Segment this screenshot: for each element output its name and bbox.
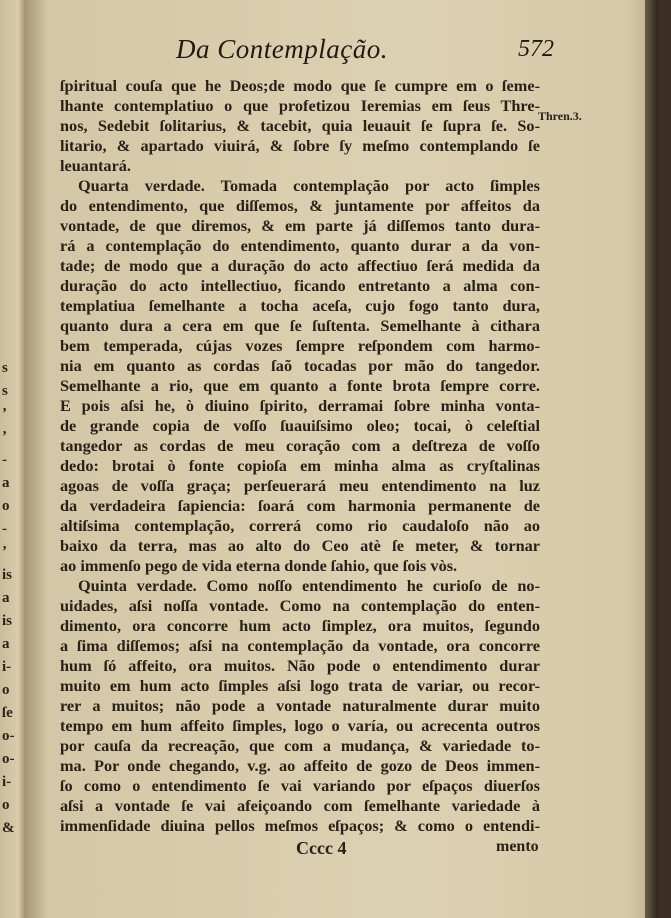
text-line: vontade, de que diremos, & em parte já diſſemos tanto dura- bbox=[60, 216, 540, 235]
text-line: duração do acto intellectiuo, ficando entretanto a alma con- bbox=[60, 276, 540, 295]
margin-note: Thren.3. bbox=[538, 109, 582, 123]
text-line: dedo: brotai ò fonte copioſa em minha alma as cryſtalinas bbox=[60, 456, 540, 475]
page-number: 572 bbox=[518, 36, 554, 62]
text-line: ma. Por onde chegando, v.g. ao affeito de gozo de Deos immen- bbox=[60, 756, 540, 775]
text-line: E pois aſsi he, ò diuino ſpirito, derramai ſobre minha vonta- bbox=[60, 396, 540, 415]
text-line: aſsi a vontade ſe vai afeiçoando com ſemelhante variedade à bbox=[60, 796, 540, 815]
text-line: Quinta verdade. Como noſſo entendimento he curioſo de no- bbox=[78, 576, 540, 595]
text-line: tade; de modo que a duração do acto affectiuo ſerá medida da bbox=[60, 256, 540, 275]
facing-page-fragment: ſe bbox=[2, 705, 13, 721]
text-line: nos, Sedebit ſolitarius, & tacebit, quia leuauit ſe ſupra ſe. So- bbox=[60, 116, 540, 135]
facing-page-fragment: is bbox=[2, 567, 13, 583]
text-line: altiſsima contemplação, correrá como rio caudaloſo não ao bbox=[60, 516, 540, 535]
text-line: nia em quanto as cordas ſaõ tocadas por mão do tangedor. bbox=[60, 356, 540, 375]
facing-page-fragment: a bbox=[2, 475, 10, 491]
text-line: leuantará. bbox=[60, 156, 131, 175]
facing-page-fragment: o bbox=[2, 498, 10, 514]
facing-page-fragment: o- bbox=[2, 728, 15, 744]
facing-page-fragment: o bbox=[2, 797, 10, 813]
text-line: immenſidade diuina pellos meſmos eſpaços; & como o entendi- bbox=[60, 816, 540, 835]
text-line: Semelhante a rio, que em quanto a fonte brota ſempre corre. bbox=[60, 376, 540, 395]
facing-page-fragment: i- bbox=[2, 774, 12, 790]
facing-page-fragment: ʼ bbox=[2, 544, 7, 560]
facing-page-edge bbox=[0, 0, 26, 918]
text-line: dimento, ora concorre hum acto ſimplez, ora muitos, ſegundo bbox=[60, 616, 540, 635]
text-line: templatiua ſemelhante a tocha aceſa, cujo fogo tanto dura, bbox=[60, 296, 540, 315]
facing-page-fragment: o bbox=[2, 682, 10, 698]
text-line: ſpiritual couſa que he Deos;de modo que ſe cumpre em o ſeme- bbox=[60, 76, 540, 95]
text-line: bem temperada, cújas vozes ſempre reſpondem com harmo- bbox=[60, 336, 540, 355]
text-line: hum ſó affeito, ora muitos. Não pode o entendimento durar bbox=[60, 656, 540, 675]
facing-page-fragment: s bbox=[2, 360, 8, 376]
facing-page-fragment: a bbox=[2, 636, 10, 652]
text-line: tempo em hum affeito ſimples, logo o varía, ou acrecenta outros bbox=[60, 716, 540, 735]
text-line: lhante contemplatiuo o que profetizou Ieremias em ſeus Thre- bbox=[60, 96, 540, 115]
text-line: baixo da terra, mas ao alto do Ceo atè ſe meter, & tornar bbox=[60, 536, 540, 555]
text-line: ao immenſo pego de vida eterna donde ſahio, que ſois vòs. bbox=[60, 556, 458, 575]
text-line: ſo como o entendimento ſe vai variando por eſpaços diuerſos bbox=[60, 776, 540, 795]
facing-page-fragment: i- bbox=[2, 659, 12, 675]
facing-page-fragment: o- bbox=[2, 751, 15, 767]
facing-page-fragment: - bbox=[2, 521, 7, 537]
facing-page-fragment: & bbox=[2, 820, 15, 836]
text-line: uidades, aſsi noſſa vontade. Como na contemplação do enten- bbox=[60, 596, 540, 615]
text-line: por cauſa da recreação, que com a mudança, & variedade to- bbox=[60, 736, 540, 755]
facing-page-fragment: s bbox=[2, 383, 8, 399]
facing-page-fragment: a bbox=[2, 590, 10, 606]
text-line: agoas de voſſa graça; perſeuerará meu entendimento na luz bbox=[60, 476, 540, 495]
facing-page-fragment: is bbox=[2, 613, 13, 629]
facing-page-fragment: ʼ bbox=[2, 406, 7, 422]
text-line: da verdadeira ſapiencia: ſoará com harmonia permanente de bbox=[60, 496, 540, 515]
text-line: do entendimento, que diſſemos, & juntamente por affeitos da bbox=[60, 196, 540, 215]
text-line: Quarta verdade. Tomada contemplação por acto ſimples bbox=[78, 176, 540, 195]
running-title: Da Contemplação. bbox=[176, 34, 388, 64]
catchword: mento bbox=[496, 838, 539, 855]
text-line: de grande copia de voſſo ſuauiſsimo oleo; tocai, ò celeſtial bbox=[60, 416, 540, 435]
text-line: rer a muitos; não pode a vontade naturalmente durar muito bbox=[60, 696, 540, 715]
book-page bbox=[26, 0, 658, 918]
body-text bbox=[60, 76, 540, 836]
facing-page-fragment: - bbox=[2, 452, 7, 468]
text-line: tangedor as cordas de meu coração com a deſtreza de voſſo bbox=[60, 436, 540, 455]
text-line: a ſima diſſemos; aſsi na contemplação da vontade, ora concorre bbox=[60, 636, 540, 655]
signature-mark: Cccc 4 bbox=[296, 838, 347, 858]
text-line: muito em hum acto ſimples aſsi logo trata de variar, ou recor- bbox=[60, 676, 540, 695]
facing-page-fragment: ʼ bbox=[2, 429, 7, 445]
page-edge-shadow bbox=[645, 0, 658, 918]
text-line: quanto dura a cera em que ſe ſuſtenta. Semelhante à cithara bbox=[60, 316, 540, 335]
text-line: rá a contemplação do entendimento, quanto durar a da von- bbox=[60, 236, 540, 255]
text-line: litario, & apartado viuirá, & ſobre ſy meſmo contemplando ſe bbox=[60, 136, 540, 155]
